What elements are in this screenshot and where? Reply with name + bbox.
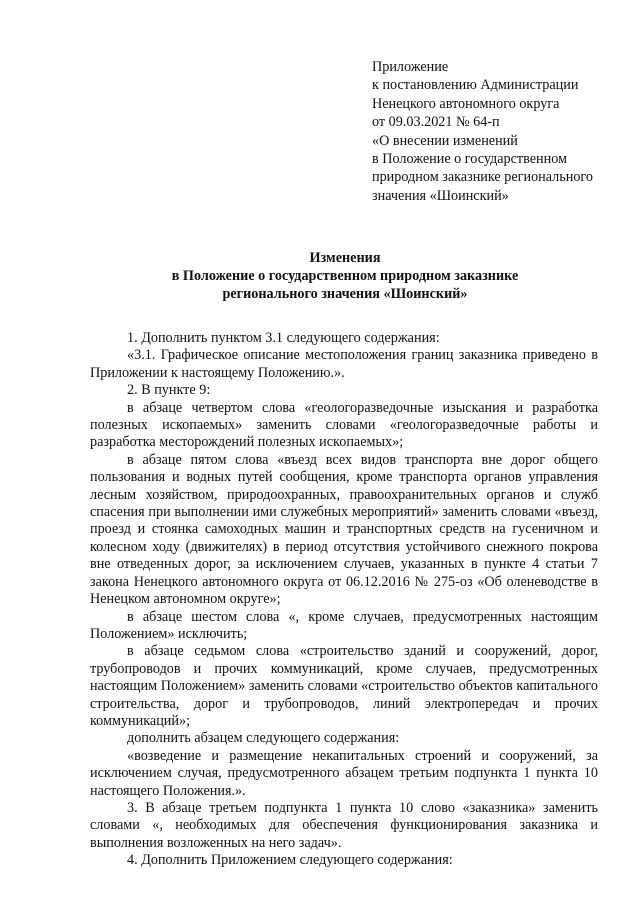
appendix-reference (372, 58, 622, 205)
paragraph: 1. Дополнить пунктом 3.1 следующего содержания: (127, 330, 440, 346)
document-body (90, 330, 598, 870)
paragraph: «3.1. Графическое описание местоположения границ заказника приведено в Приложении к настоящему Положению.». (90, 347, 598, 381)
title-line: регионального значения «Шоинский» (222, 285, 468, 302)
appendix-line: значения «Шоинский» (372, 187, 509, 204)
appendix-line: природном заказнике регионального (372, 169, 593, 186)
document-title (90, 250, 600, 303)
appendix-line: к постановлению Администрации (372, 77, 579, 94)
appendix-line: «О внесении изменений (372, 132, 518, 149)
paragraph: в абзаце шестом слова «, кроме случаев, предусмотренных настоящим Положением» исключить; (90, 608, 598, 642)
title-line: в Положение о государственном природном заказнике (171, 267, 519, 284)
paragraph: в абзаце четвертом слова «геологоразведочные изыскания и разработка полезных ископаемых» заменить словами «геологоразведочные работы и разработка месторождений полезных ископаемых»; (90, 399, 598, 451)
paragraph: дополнить абзацем следующего содержания: (127, 730, 400, 747)
paragraph: 3. В абзаце третьем подпункта 1 пункта 10 слово «заказника» заменить словами «, необходимых для обеспечения функционирования заказника и выполнения возложенных на него задач». (90, 799, 598, 851)
paragraph: 4. Дополнить Приложением следующего содержания: (127, 852, 453, 869)
paragraph: в абзаце седьмом слова «строительство зданий и сооружений, дорог, трубопроводов и прочих коммуникаций, кроме случаев, предусмотренных настоящим Положением» заменить словами «строительство объектов капитального строительства, дорог и трубопроводов, линий электропередач и прочих коммуникаций»; (90, 643, 598, 729)
appendix-line: Ненецкого автономного округа (372, 95, 560, 112)
appendix-line: Приложение (372, 59, 449, 75)
paragraph: в абзаце пятом слова «въезд всех видов транспорта вне дорог общего пользования и водных путей сообщения, кроме транспорта органов управления лесным хозяйством, природоохранных, правоохранительных органов и служб спасения при выполнении ими служебных мероприятий» заменить словами «въезд, проезд и стоянка самоходных машин и транспортных средств на гусеничном и колесном ходу (движителях) в период отсутствия устойчивого снежного покрова вне отведенных дорог, за исключением случаев, указанных в пункте 4 статьи 7 закона Ненецкого автономного округа от 06.12.2016 № 275-оз «Об оленеводстве в Ненецком автономном округе»; (90, 451, 598, 608)
appendix-line: в Положение о государственном (372, 151, 568, 168)
title-line: Изменения (309, 250, 381, 266)
paragraph: 2. В пункте 9: (127, 382, 211, 399)
paragraph: «возведение и размещение некапитальных строений и сооружений, за исключением случая, предусмотренного абзацем третьим подпункта 1 пункта 10 настоящего Положения.». (90, 747, 598, 799)
appendix-line: от 09.03.2021 № 64-п (372, 114, 500, 131)
